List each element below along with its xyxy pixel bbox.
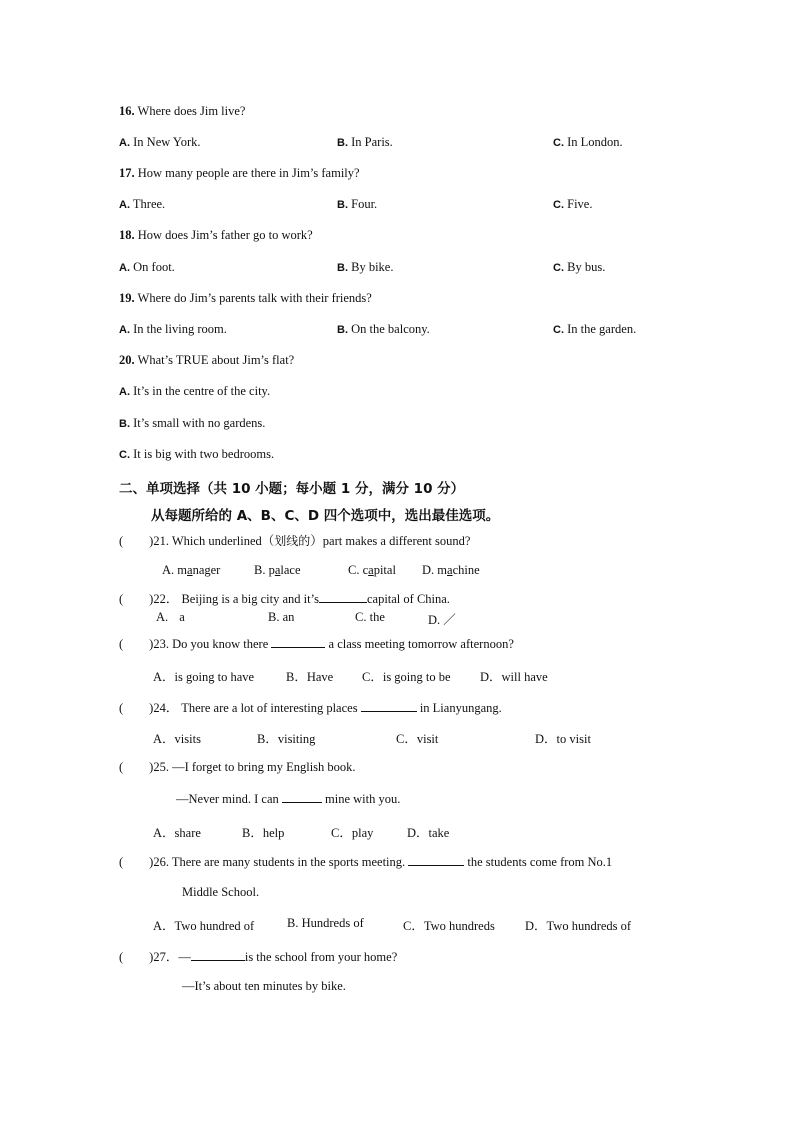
question-21: ( )21. Which underlined（划线的）part makes a different sound? — [119, 534, 471, 548]
answer-paren[interactable]: ( — [119, 701, 124, 715]
option-a[interactable]: A. In New York. — [119, 135, 201, 149]
question-number: 18. — [119, 228, 135, 242]
option-a[interactable]: A．share — [153, 826, 201, 840]
question-number: )25. — [149, 760, 169, 774]
option-d[interactable]: D. ／ — [428, 613, 456, 627]
question-number: )26. — [149, 855, 169, 869]
answer-paren[interactable]: ( — [119, 534, 124, 548]
question-text: Where does Jim live? — [137, 104, 246, 118]
answer-blank[interactable] — [271, 636, 325, 648]
question-number: )22． — [149, 592, 179, 606]
option-a[interactable]: A．visits — [153, 732, 201, 746]
answer-blank[interactable] — [408, 854, 464, 866]
option-c[interactable]: C. In London. — [553, 135, 623, 149]
answer-paren[interactable]: ( — [119, 855, 124, 869]
option-b[interactable]: B. By bike. — [337, 260, 394, 274]
question-18 — [119, 228, 313, 243]
question-text: Where do Jim’s parents talk with their friends? — [137, 291, 372, 305]
option-a[interactable]: A. Three. — [119, 197, 166, 211]
option-d[interactable]: D. machine — [422, 563, 480, 577]
question-26-line2: Middle School. — [182, 885, 260, 899]
answer-blank[interactable] — [282, 791, 322, 803]
question-27-line2: —It’s about ten minutes by bike. — [182, 979, 346, 993]
question-20 — [119, 353, 294, 368]
option-c[interactable]: C．play — [331, 826, 374, 840]
question-number: )24． — [149, 701, 179, 715]
question-number: 19. — [119, 291, 135, 305]
question-25-line2: —Never mind. I can mine with you. — [176, 792, 401, 806]
answer-paren[interactable]: ( — [119, 760, 124, 774]
question-number: )27．— — [149, 950, 191, 964]
section-instruction: 从每题所给的 A、B、C、D 四个选项中，选出最佳选项。 — [151, 508, 500, 524]
option-a[interactable]: A．is going to have — [153, 670, 255, 684]
option-a[interactable]: A. manager — [162, 563, 221, 577]
option-c[interactable]: C. the — [355, 610, 385, 624]
option-a[interactable]: A. It’s in the centre of the city. — [119, 384, 271, 398]
question-number: 17. — [119, 166, 135, 180]
option-d[interactable]: D．to visit — [535, 732, 591, 746]
question-text: What’s TRUE about Jim’s flat? — [137, 353, 295, 367]
section-title: 二、单项选择（共 10 小题；每小题 1 分，满分 10 分） — [119, 481, 465, 497]
option-b[interactable]: B. It’s small with no gardens. — [119, 416, 266, 430]
question-17 — [119, 166, 360, 181]
option-b[interactable]: B. Four. — [337, 197, 378, 211]
option-b[interactable]: B. On the balcony. — [337, 322, 430, 336]
option-b[interactable]: B．help — [242, 826, 285, 840]
question-23: ( )23. Do you know there a class meeting tomorrow afternoon? — [119, 637, 514, 651]
option-b[interactable]: B. palace — [254, 563, 301, 577]
question-16 — [119, 104, 245, 119]
question-number: 20. — [119, 353, 135, 367]
option-c[interactable]: C．visit — [396, 732, 439, 746]
option-c[interactable]: C．is going to be — [362, 670, 451, 684]
option-b[interactable]: B. an — [268, 610, 295, 624]
question-number: )23. — [149, 637, 169, 651]
question-number: )21. — [149, 534, 169, 548]
option-d[interactable]: D．Two hundreds of — [525, 919, 632, 933]
option-c[interactable]: C. It is big with two bedrooms. — [119, 447, 275, 461]
option-c[interactable]: C. Five. — [553, 197, 593, 211]
question-text: How does Jim’s father go to work? — [137, 228, 313, 242]
option-c[interactable]: C．Two hundreds — [403, 919, 495, 933]
option-b[interactable]: B. Hundreds of — [287, 916, 364, 930]
option-d[interactable]: D．will have — [480, 670, 548, 684]
option-a[interactable]: A. In the living room. — [119, 322, 227, 336]
answer-blank[interactable] — [361, 700, 417, 712]
option-a[interactable]: A. a — [156, 610, 185, 624]
option-c[interactable]: C. In the garden. — [553, 322, 637, 336]
answer-paren[interactable]: ( — [119, 950, 124, 964]
question-19 — [119, 291, 372, 306]
question-number: 16. — [119, 104, 135, 118]
question-27: ( )27．— is the school from your home? — [119, 950, 398, 964]
option-b[interactable]: B. In Paris. — [337, 135, 393, 149]
option-d[interactable]: D．take — [407, 826, 450, 840]
option-c[interactable]: C. capital — [348, 563, 396, 577]
question-26: ( )26. There are many students in the sports meeting. the students come from No.1 — [119, 855, 613, 869]
answer-blank[interactable] — [191, 949, 245, 961]
answer-paren[interactable]: ( — [119, 592, 124, 606]
option-b[interactable]: B．Have — [286, 670, 334, 684]
option-a[interactable]: A．Two hundred of — [153, 919, 255, 933]
option-c[interactable]: C. By bus. — [553, 260, 606, 274]
option-a[interactable]: A. On foot. — [119, 260, 175, 274]
question-25: ( )25. —I forget to bring my English book. — [119, 760, 356, 774]
answer-paren[interactable]: ( — [119, 637, 124, 651]
answer-blank[interactable] — [319, 591, 367, 603]
option-b[interactable]: B．visiting — [257, 732, 316, 746]
question-22: ( )22． Beijing is a big city and it’s capital of China. — [119, 592, 450, 606]
question-24: ( )24． There are a lot of interesting places in Lianyungang. — [119, 701, 502, 715]
question-text: How many people are there in Jim’s family? — [137, 166, 360, 180]
